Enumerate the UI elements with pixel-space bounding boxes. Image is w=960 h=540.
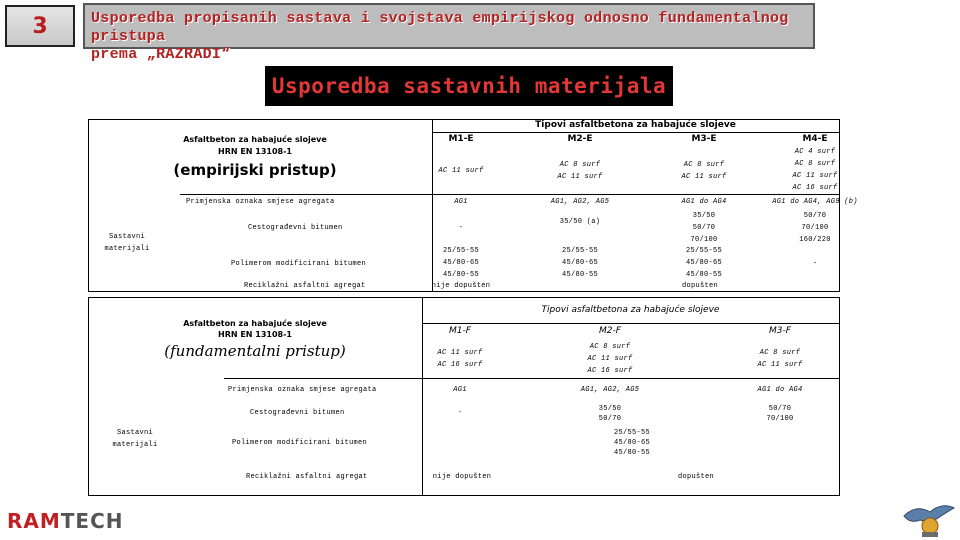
empirical-m1-type: AC 11 surf: [438, 167, 484, 175]
empirical-m3-modified: 45/80-55: [685, 271, 722, 279]
empirical-col-m3: M3-E: [691, 134, 717, 144]
empirical-m2-modified: 45/80-55: [561, 271, 598, 279]
empirical-m3-type: AC 8 surf: [683, 161, 725, 169]
fundamental-row-group: Sastavni materijali: [112, 429, 158, 449]
empirical-m3-bitumen: 35/50: [692, 212, 716, 220]
empirical-m2-bitumen: 35/50 (a): [559, 218, 601, 226]
header-banner: [83, 3, 815, 63]
fundamental-modified-value: 45/80-55: [613, 449, 650, 457]
fundamental-m1-bitumen: -: [457, 409, 463, 417]
slide-number: 3: [5, 5, 75, 47]
fundamental-m2-type: AC 8 surf: [589, 343, 631, 351]
empirical-m4-type: AC 11 surf: [792, 172, 838, 180]
table-border: [432, 132, 839, 133]
empirical-m4-type: AC 16 surf: [792, 184, 838, 192]
empirical-m1-modified: 45/80-55: [442, 271, 479, 279]
table-border: [224, 378, 839, 379]
fundamental-approach: (fundamentalni pristup): [164, 342, 346, 360]
fundamental-m3-bitumen: 70/100: [766, 415, 794, 423]
fundamental-m3-type: AC 8 surf: [759, 349, 801, 357]
empirical-col-m1: M1-E: [448, 134, 474, 144]
empirical-m1-recycled: nije dopušten: [431, 282, 491, 290]
fundamental-row-bitumen: Cestograđevni bitumen: [250, 409, 345, 417]
fundamental-m2-bitumen: 35/50: [598, 405, 622, 413]
empirical-row-aggregate: Primjenska oznaka smjese agregata: [186, 198, 335, 206]
fundamental-col-m2: M2-F: [599, 326, 621, 336]
empirical-m4-bitumen: 70/100: [801, 224, 829, 232]
empirical-heading-2: HRN EN 13108-1: [218, 147, 292, 156]
empirical-m3-bitumen: 50/70: [692, 224, 716, 232]
fundamental-m3-type: AC 11 surf: [757, 361, 803, 369]
fundamental-m3-bitumen: 50/70: [768, 405, 792, 413]
empirical-col-m2: M2-E: [567, 134, 593, 144]
empirical-m1-modified: 45/80-65: [442, 259, 479, 267]
empirical-col-m4: M4-E: [802, 134, 828, 144]
empirical-m4-aggregate: AG1 do AG4, AG9 (b): [772, 198, 858, 206]
empirical-row-bitumen: Cestograđevni bitumen: [248, 224, 343, 232]
fundamental-group-header: Tipovi asfaltbetona za habajuće slojeve: [541, 305, 720, 315]
fundamental-m2-bitumen: 50/70: [598, 415, 622, 423]
fundamental-m2-aggregate: AG1, AG2, AG5: [580, 386, 640, 394]
mascot-emblem-icon: [900, 494, 958, 538]
empirical-m2-modified: 45/80-65: [561, 259, 598, 267]
table-border: [88, 495, 840, 496]
fundamental-col-m3: M3-F: [769, 326, 791, 336]
fundamental-col-m1: M1-F: [449, 326, 471, 336]
slide-title-box: [265, 66, 673, 106]
empirical-m2-type: AC 8 surf: [559, 161, 601, 169]
table-border: [422, 323, 839, 324]
empirical-m3-modified: 25/55-55: [685, 247, 722, 255]
fundamental-m3-aggregate: AG1 do AG4: [757, 386, 803, 394]
empirical-row-modified: Polimerom modificirani bitumen: [231, 260, 367, 268]
fundamental-row-aggregate: Primjenska oznaka smjese agregata: [228, 386, 377, 394]
table-border: [88, 297, 840, 298]
empirical-m2-aggregate: AG1, AG2, AG5: [550, 198, 610, 206]
empirical-m1-modified: 25/55-55: [442, 247, 479, 255]
header-line-1: Usporedba propisanih sastava i svojstava empirijskog odnosno fundamentalnog pristupa: [91, 10, 789, 45]
empirical-m3-type: AC 11 surf: [681, 173, 727, 181]
empirical-m4-type: AC 4 surf: [794, 148, 836, 156]
empirical-m1-aggregate: AG1: [454, 198, 468, 206]
fundamental-m1-type: AC 16 surf: [437, 361, 483, 369]
empirical-m3-aggregate: AG1 do AG4: [681, 198, 727, 206]
empirical-m2-type: AC 11 surf: [557, 173, 603, 181]
brand-part-1: RAM: [7, 509, 61, 533]
table-border: [180, 194, 839, 195]
empirical-row-group: Sastavni materijali: [104, 233, 150, 253]
table-border: [88, 119, 89, 291]
empirical-m4-modified: -: [812, 260, 818, 268]
fundamental-heading-1: Asfaltbeton za habajuće slojeve: [183, 319, 327, 328]
empirical-row-recycled: Reciklažni asfaltni agregat: [244, 282, 366, 290]
empirical-m4-bitumen: 50/70: [803, 212, 827, 220]
empirical-heading-1: Asfaltbeton za habajuće slojeve: [183, 135, 327, 144]
fundamental-m1-aggregate: AG1: [453, 386, 467, 394]
fundamental-row-recycled: Reciklažni asfaltni agregat: [246, 473, 368, 481]
empirical-m2-modified: 25/55-55: [561, 247, 598, 255]
fundamental-m1-recycled: nije dopušten: [432, 473, 492, 481]
fundamental-modified-value: 25/55-55: [613, 429, 650, 437]
fundamental-modified-value: 45/80-65: [613, 439, 650, 447]
table-border: [88, 297, 89, 496]
table-border: [422, 297, 423, 496]
brand-part-2: TECH: [60, 509, 124, 533]
empirical-m4-bitumen: 160/220: [799, 236, 831, 244]
fundamental-m2-m3-recycled: dopušten: [677, 473, 714, 481]
header-line-2: prema „RAZRADI“: [91, 46, 231, 63]
empirical-approach: (empirijski pristup): [173, 161, 337, 179]
fundamental-heading-2: HRN EN 13108-1: [218, 330, 292, 339]
slide-title: Usporedba sastavnih materijala: [271, 74, 667, 98]
fundamental-m2-type: AC 11 surf: [587, 355, 633, 363]
empirical-m3-modified: 45/80-65: [685, 259, 722, 267]
fundamental-m2-type: AC 16 surf: [587, 367, 633, 375]
empirical-m4-type: AC 8 surf: [794, 160, 836, 168]
fundamental-row-modified: Polimerom modificirani bitumen: [232, 439, 368, 447]
fundamental-m1-type: AC 11 surf: [437, 349, 483, 357]
empirical-m2-m4-recycled: dopušten: [681, 282, 718, 290]
empirical-m1-bitumen: -: [458, 224, 464, 232]
brand-logo: [7, 509, 124, 533]
empirical-group-header: Tipovi asfaltbetona za habajuće slojeve: [535, 120, 736, 130]
empirical-m3-bitumen: 70/100: [690, 236, 718, 244]
